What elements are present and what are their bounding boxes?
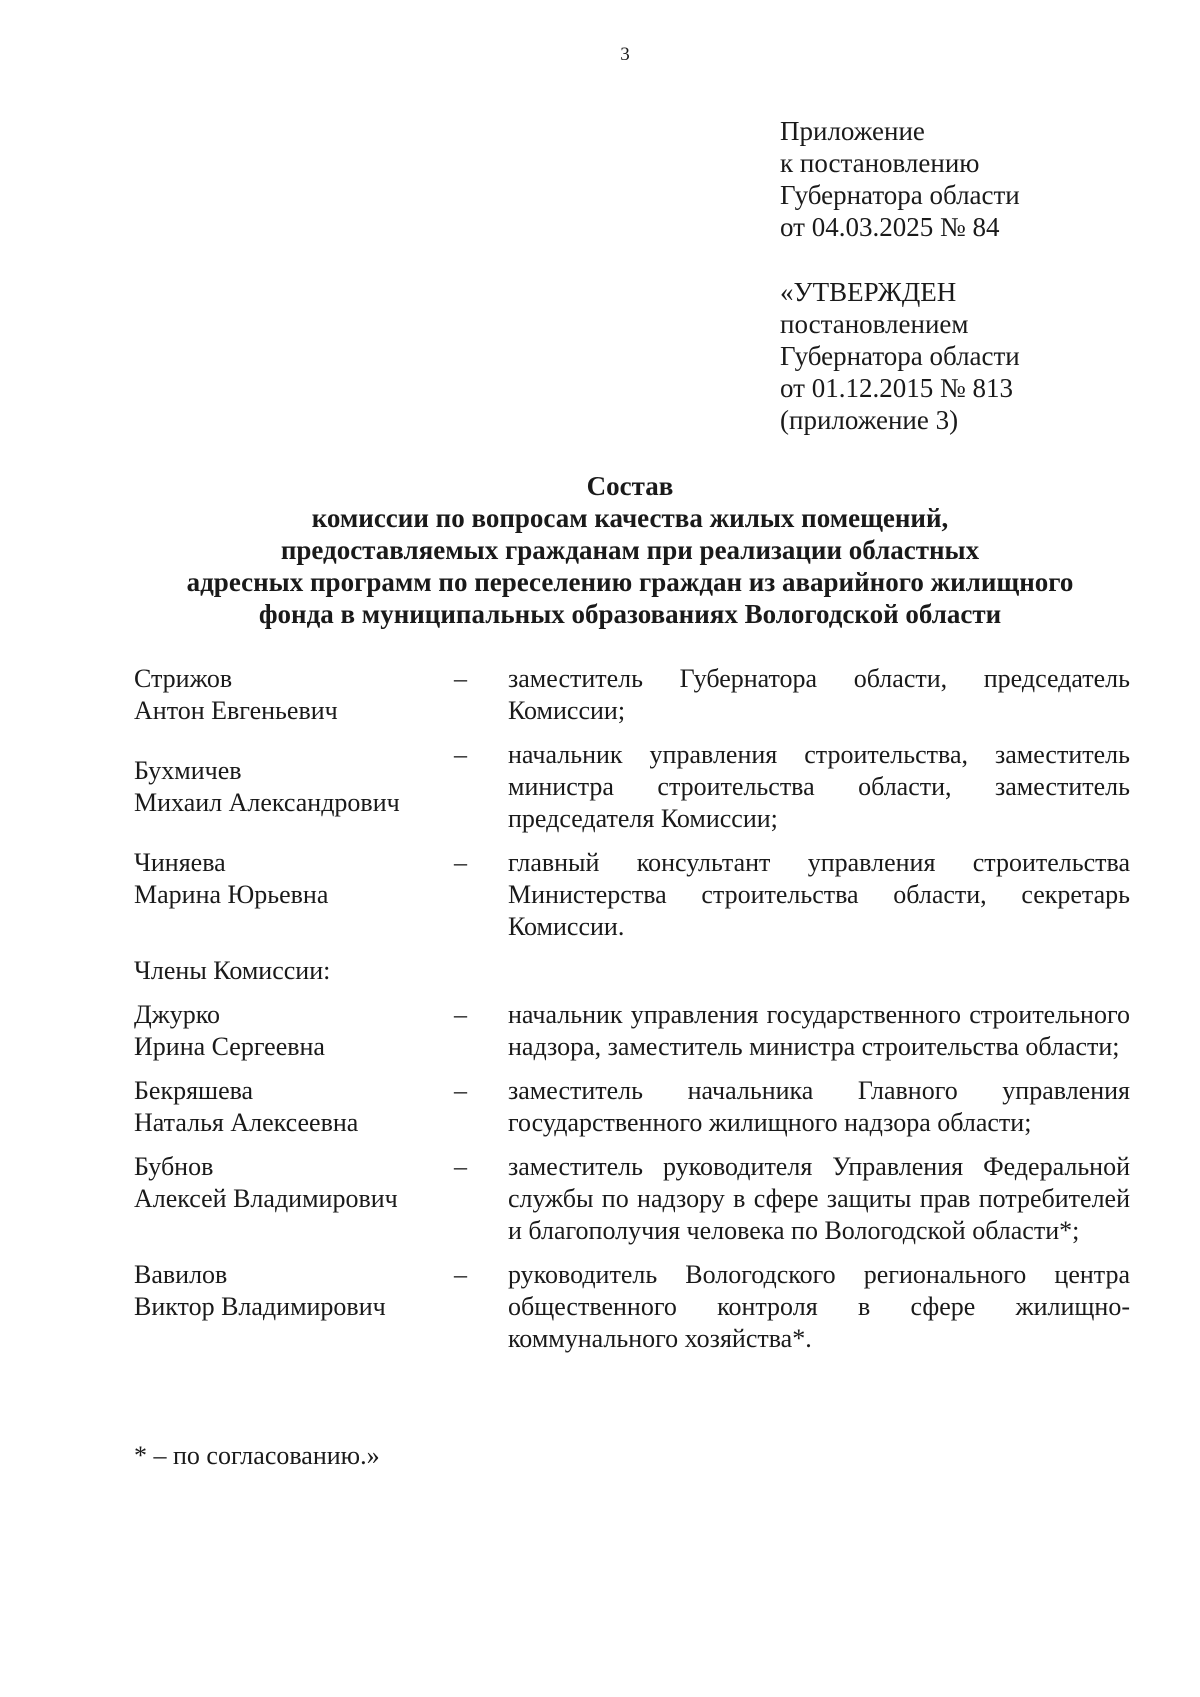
member-role: начальник управления государственного строительного надзора, заместитель министра строительства области; <box>508 1000 1130 1061</box>
dash-separator: – <box>454 848 467 877</box>
member-row <box>134 1151 1130 1247</box>
title-line: адресных программ по переселению граждан из аварийного жилищного <box>186 567 1074 597</box>
member-given-name: Антон Евгеньевич <box>134 696 338 725</box>
member-name <box>134 1075 454 1139</box>
title-line: комиссии по вопросам качества жилых помещений, <box>311 503 949 533</box>
member-surname: Джурко <box>134 1000 221 1029</box>
member-name <box>134 999 454 1063</box>
member-role: главный консультант управления строительства Министерства строительства области, секретарь Комиссии. <box>508 848 1130 941</box>
member-surname: Стрижов <box>134 664 233 693</box>
member-given-name: Михаил Александрович <box>134 788 400 817</box>
dash-separator: – <box>454 740 467 769</box>
member-given-name: Наталья Алексеевна <box>134 1108 359 1137</box>
dash-separator: – <box>454 1000 467 1029</box>
member-surname: Вавилов <box>134 1260 228 1289</box>
member-row <box>134 847 1130 943</box>
title-heading: Состав <box>586 471 674 501</box>
commission-list <box>134 663 1130 1367</box>
member-row <box>134 1259 1130 1355</box>
title-line: фонда в муниципальных образованиях Вологодской области <box>258 599 1002 629</box>
member-row <box>134 999 1130 1063</box>
member-role: руководитель Вологодского регионального центра общественного контроля в сфере жилищно-коммунального хозяйства*. <box>508 1260 1130 1353</box>
member-name <box>134 1151 454 1247</box>
appendix-line: Приложение <box>780 116 925 146</box>
footnote: * – по согласованию.» <box>134 1441 380 1470</box>
approved-line: Губернатора области <box>780 341 1020 371</box>
document-title <box>130 470 1130 630</box>
approved-line: постановлением <box>780 309 969 339</box>
member-row <box>134 739 1130 835</box>
approved-line: «УТВЕРЖДЕН <box>780 277 957 307</box>
member-row <box>134 1075 1130 1139</box>
member-row <box>134 663 1130 727</box>
member-surname: Бекряшева <box>134 1076 254 1105</box>
member-given-name: Виктор Владимирович <box>134 1292 386 1321</box>
approved-block <box>780 276 1020 436</box>
title-line: предоставляемых гражданам при реализации областных <box>280 535 980 565</box>
appendix-line: от 04.03.2025 № 84 <box>780 212 1000 242</box>
dash-separator: – <box>454 1260 467 1289</box>
dash-separator: – <box>454 1152 467 1181</box>
dash-separator: – <box>454 1076 467 1105</box>
member-role: заместитель начальника Главного управления государственного жилищного надзора области; <box>508 1076 1130 1137</box>
member-surname: Бухмичев <box>134 756 242 785</box>
member-name <box>134 739 454 835</box>
member-role: начальник управления строительства, заместитель министра строительства области, заместитель председателя Комиссии; <box>508 740 1130 833</box>
member-name <box>134 847 454 943</box>
member-role: заместитель Губернатора области, председатель Комиссии; <box>508 664 1130 725</box>
member-surname: Чиняева <box>134 848 226 877</box>
member-name <box>134 663 454 727</box>
member-role: заместитель руководителя Управления Федеральной службы по надзору в сфере защиты прав потребителей и благополучия человека по Вологодской области*; <box>508 1152 1130 1245</box>
dash-separator: – <box>454 664 467 693</box>
approved-line: от 01.12.2015 № 813 <box>780 373 1013 403</box>
approved-line: (приложение 3) <box>780 405 959 435</box>
member-surname: Бубнов <box>134 1152 214 1181</box>
member-given-name: Марина Юрьевна <box>134 880 329 909</box>
appendix-line: к постановлению <box>780 148 980 178</box>
appendix-line: Губернатора области <box>780 180 1020 210</box>
member-given-name: Ирина Сергеевна <box>134 1032 325 1061</box>
page-number: 3 <box>620 44 630 65</box>
members-label: Члены Комиссии: <box>134 956 331 985</box>
appendix-block <box>780 115 1020 243</box>
member-name <box>134 1259 454 1355</box>
member-given-name: Алексей Владимирович <box>134 1184 398 1213</box>
